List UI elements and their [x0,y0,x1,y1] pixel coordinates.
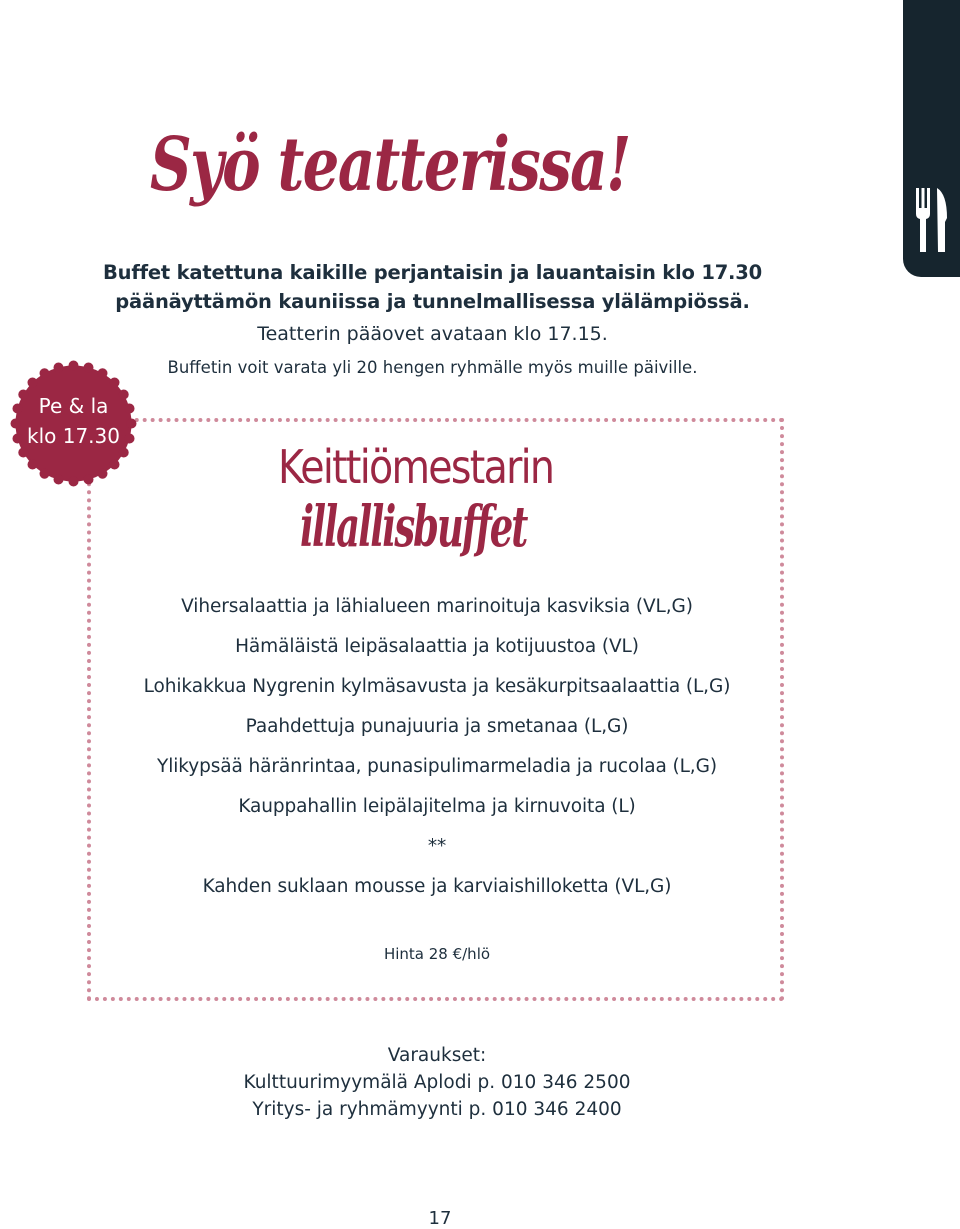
menu-separator: ** [427,836,447,857]
side-tab [903,0,960,277]
page-title [150,122,690,232]
page-title-text: Syö teatterissa! [150,122,630,208]
intro-line-1: Buffet katettuna kaikille perjantaisin ja lauantaisin klo 17.30 [102,261,763,284]
intro-line-4: Buffetin voit varata yli 20 hengen ryhmälle myös muille päiville. [167,358,698,377]
menu-item: Ylikypsää häränrintaa, punasipulimarmeladia ja rucolaa (L,G) [157,756,717,777]
cutlery-icon [914,188,950,254]
badge-days: Pe & la [38,394,109,418]
reservations-contact-1: Kulttuurimyymälä Aplodi p. 010 346 2500 [243,1072,631,1093]
intro-line-2: päänäyttämön kauniissa ja tunnelmallisessa ylälämpiössä. [115,290,750,313]
menu-item: Vihersalaattia ja lähialueen marinoituja kasviksia (VL,G) [181,596,693,617]
badge-time: klo 17.30 [27,424,120,448]
menu-item: Lohikakkua Nygrenin kylmäsavusta ja kesäkurpitsaalaattia (L,G) [143,676,731,697]
menu-item: Paahdettuja punajuuria ja smetanaa (L,G) [245,716,629,737]
menu-dessert: Kahden suklaan mousse ja karviaishilloketta (VL,G) [202,876,672,897]
menu-item: Hämäläistä leipäsalaattia ja kotijuustoa (VL) [235,636,639,657]
buffet-title-line-2: illallisbuffet [300,494,527,560]
time-badge [10,360,137,487]
price-label: Hinta 28 €/hlö [383,945,491,963]
reservations-heading: Varaukset: [387,1045,487,1066]
buffet-title-line-1: Keittiömestarin [278,440,554,494]
intro-line-3: Teatterin pääovet avataan klo 17.15. [257,323,608,345]
page-number: 17 [428,1208,452,1229]
menu-item: Kauppahallin leipälajitelma ja kirnuvoita (L) [238,796,636,817]
reservations-contact-2: Yritys- ja ryhmämyynti p. 010 346 2400 [252,1099,622,1120]
